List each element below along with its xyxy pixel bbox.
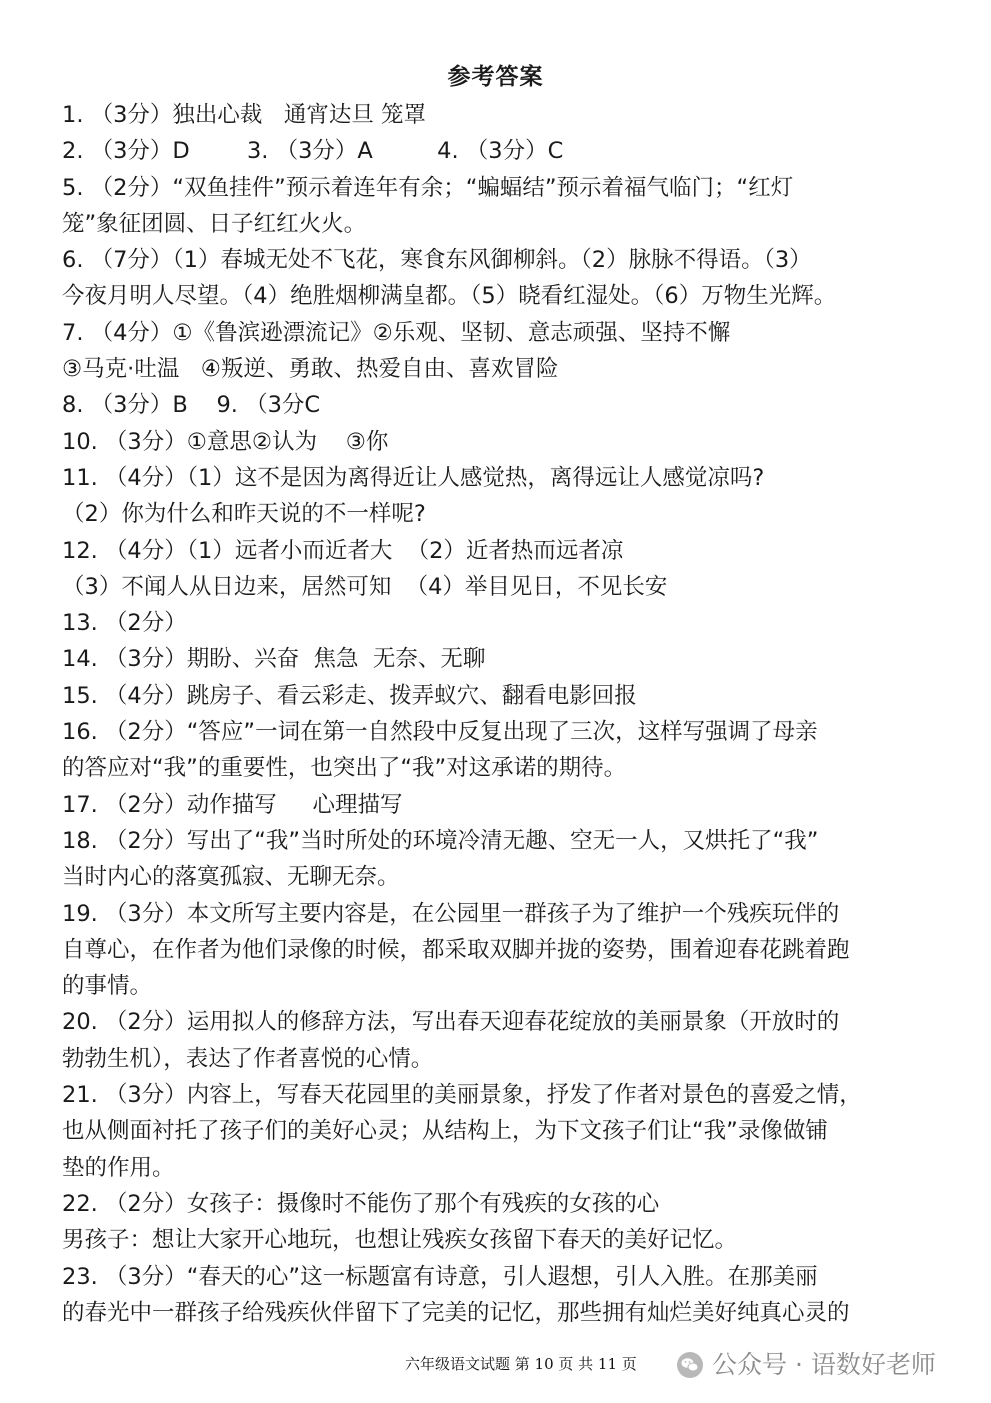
answer-line: 5. （2分）“双鱼挂件”预示着连年有余；“蝙蝠结”预示着福气临门；“红灯 [62, 174, 794, 201]
answer-line: 当时内心的落寞孤寂、无聊无奈。 [62, 864, 400, 891]
watermark [676, 1345, 936, 1385]
answer-line: 18. （2分）写出了“我”当时所处的环境冷清无趣、空无一人，又烘托了“我” [62, 827, 819, 854]
watermark-text: 公众号 · 语数好老师 [712, 1350, 936, 1379]
answer-line: 7. （4分）①《鲁滨逊漂流记》②乐观、坚韧、意志顽强、坚持不懈 [62, 319, 731, 346]
answer-line: 的春光中一群孩子给残疾伙伴留下了完美的记忆，那些拥有灿烂美好纯真心灵的 [62, 1299, 850, 1326]
answer-line: 22. （2分）女孩子：摄像时不能伤了那个有残疾的女孩的心 [62, 1190, 660, 1217]
answer-line: 1. （3分）独出心裁 通宵达旦 笼罩 [62, 102, 427, 128]
answer-list [62, 97, 942, 1331]
answer-line: 13. （2分） [62, 610, 187, 637]
answer-line: 23. （3分）“春天的心”这一标题富有诗意，引人遐想，引人入胜。在那美丽 [62, 1263, 818, 1290]
answer-line: 也从侧面衬托了孩子们的美好心灵；从结构上，为下文孩子们让“我”录像做铺 [62, 1118, 828, 1145]
answer-line: 11. （4分）（1）这不是因为离得近让人感觉热，离得远让人感觉凉吗? [62, 464, 765, 491]
answer-line: 14. （3分）期盼、兴奋 焦急 无奈、无聊 [62, 646, 486, 673]
answer-line: 自尊心，在作者为他们录像的时候，都采取双脚并拢的姿势，围着迎春花跳着跑 [62, 936, 850, 963]
answer-line: 10. （3分）①意思②认为 ③你 [62, 428, 389, 455]
answer-line: 的事情。 [62, 973, 153, 1000]
answer-line: 笼”象征团圆、日子红红火火。 [62, 210, 367, 237]
answer-line: 6. （7分）（1）春城无处不飞花，寒食东风御柳斜。（2）脉脉不得语。（3） [62, 247, 812, 274]
answer-line: （2）你为什么和昨天说的不一样呢? [62, 501, 426, 528]
wechat-icon [676, 1351, 704, 1379]
page-number-label: 六年级语文试题 第 10 页 共 11 页 [405, 1355, 637, 1373]
answer-line: 16. （2分）“答应”一词在第一自然段中反复出现了三次，这样写强调了母亲 [62, 719, 818, 746]
page-title: 参考答案 [447, 64, 544, 90]
answer-line: 8. （3分）B 9. （3分C [62, 392, 321, 419]
answer-line: 2. （3分）D 3. （3分）A 4. （3分）C [62, 138, 564, 165]
answer-line: 男孩子：想让大家开心地玩，也想让残疾女孩留下春天的美好记忆。 [62, 1227, 738, 1254]
page-footer [0, 1345, 991, 1385]
answer-line: 20. （2分）运用拟人的修辞方法，写出春天迎春花绽放的美丽景象（开放时的 [62, 1009, 840, 1036]
answer-line: 17. （2分）动作描写 心理描写 [62, 791, 403, 818]
answer-line: 垫的作用。 [62, 1154, 175, 1181]
answer-line: （3）不闻人从日边来，居然可知 （4）举目见日，不见长安 [62, 573, 668, 600]
answer-line: ③马克·吐温 ④叛逆、勇敢、热爱自由、喜欢冒险 [62, 356, 559, 383]
answer-line: 的答应对“我”的重要性，也突出了“我”对这承诺的期待。 [62, 755, 627, 782]
answer-line: 15. （4分）跳房子、看云彩走、拨弄蚁穴、翻看电影回报 [62, 682, 637, 709]
answer-line: 勃勃生机），表达了作者喜悦的心情。 [62, 1045, 434, 1072]
answer-line: 12. （4分）（1）远者小而近者大 （2）近者热而远者凉 [62, 537, 624, 564]
answer-line: 21. （3分）内容上，写春天花园里的美丽景象，抒发了作者对景色的喜爱之情， [62, 1082, 862, 1109]
answer-line: 今夜月明人尽望。（4）绝胜烟柳满皇都。（5）晓看红湿处。（6）万物生光辉。 [62, 283, 837, 310]
answer-line: 19. （3分）本文所写主要内容是，在公园里一群孩子为了维护一个残疾玩伴的 [62, 900, 840, 927]
